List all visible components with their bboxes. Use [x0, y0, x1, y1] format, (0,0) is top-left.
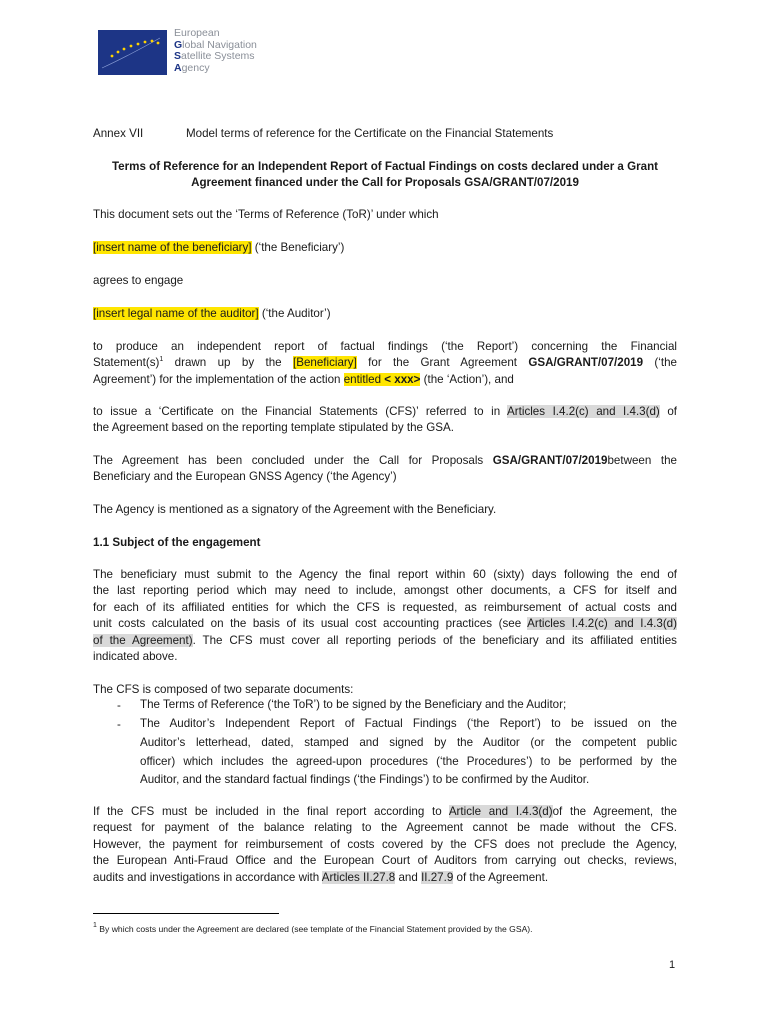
auditor-line: [insert legal name of the auditor] (‘the Auditor’) [93, 307, 331, 320]
composed-intro: The CFS is composed of two separate documents: [93, 683, 354, 696]
action-placeholder: < xxx> [384, 372, 421, 386]
intro-paragraph: This document sets out the ‘Terms of Reference (ToR)’ under which [93, 208, 439, 221]
issue-paragraph: to issue a ‘Certificate on the Financial Statements (CFS)’ referred to in Articles I.4.2(c) and I.4.3(d) of the Agreement based on the reporting template stipulated by the GSA. [93, 405, 677, 435]
page-number: 1 [669, 959, 676, 971]
produce-paragraph: to produce an independent report of factual findings (‘the Report’) concerning the Financial $Statement(s)^1$ drawn up by the [Beneficiary] for the Grant Agreement GSA/GRANT/07/2019 (‘the Agreement’) for the implementation of the action entitled < xxx> (the ‘Action’), and [93, 340, 677, 386]
subject-paragraph: The beneficiary must submit to the Agency the final report within 60 (sixty) days following the end of the last reporting period which may need to include, amongst other documents, a CFS for itself and for each of its affiliated entities for which the CFS is requested, as reimbursement of actual costs and unit costs calculated on the basis of its usual cost accounting practices (see Articles I.4.2(c) and I.4.3(d) of the Agreement). The CFS must cover all reporting periods of the beneficiary and its affiliated entities indicated above. [93, 568, 677, 664]
bullet-mark: - [117, 718, 121, 731]
final-paragraph: If the CFS must be included in the final report according to Article and I.4.3(d)of the Agreement, the request for payment of the balance relating to the Agreement cannot be made without the CFS. However, the payment for reimbursement of costs covered by the CFS does not preclude the Agency, the European Anti-Fraud Office and the European Court of Auditors from carrying out checks, reviews, audits and investigations in accordance with Articles II.27.8 and II.27.9 of the Agreement. [93, 805, 677, 884]
agency-name: European Global Navigation Satellite Systems Agency [174, 27, 257, 74]
footnote: $^1$ By which costs under the Agreement are declared (see template of the Financial Statement provided by the GSA). [93, 922, 533, 934]
annex-title: Model terms of reference for the Certificate on the Financial Statements [186, 127, 554, 140]
annex-header [93, 126, 677, 142]
section-heading: 1.1 Subject of the engagement [93, 536, 261, 549]
agrees-line: agrees to engage [93, 274, 184, 287]
beneficiary-highlight: [Beneficiary] [292, 356, 357, 370]
footnote-divider [93, 913, 279, 914]
beneficiary-placeholder: [insert name of the beneficiary] [93, 241, 252, 254]
bullet-mark: - [117, 699, 121, 712]
eu-flag-icon [98, 30, 167, 75]
annex-label: Annex VII [93, 127, 144, 140]
signatory-paragraph: The Agency is mentioned as a signatory of the Agreement with the Beneficiary. [93, 503, 497, 516]
concluded-paragraph: The Agreement has been concluded under the Call for Proposals GSA/GRANT/07/2019between the Beneficiary and the European GNSS Agency (‘the Agency’) [93, 454, 677, 484]
auditor-placeholder: [insert legal name of the auditor] [93, 307, 259, 320]
beneficiary-line: [insert name of the beneficiary] (‘the Beneficiary’) [93, 241, 345, 254]
document-title: Terms of Reference for an Independent Report of Factual Findings on costs declared under a Grant Agreement financed under the Call for Proposals GSA/GRANT/07/2019 [111, 160, 659, 190]
list-item: The Auditor’s Independent Report of Factual Findings (‘the Report’) to be issued on the Auditor’s letterhead, dated, stamped and signed by the Auditor (or the competent public officer) which includes the agreed-upon procedures (‘the Procedures’) to be performed by the Auditor, and the standard factual findings (‘the Findings’) to be confirmed by the Auditor. [140, 717, 677, 787]
list-item: The Terms of Reference (‘the ToR’) to be signed by the Beneficiary and the Auditor; [140, 698, 567, 711]
